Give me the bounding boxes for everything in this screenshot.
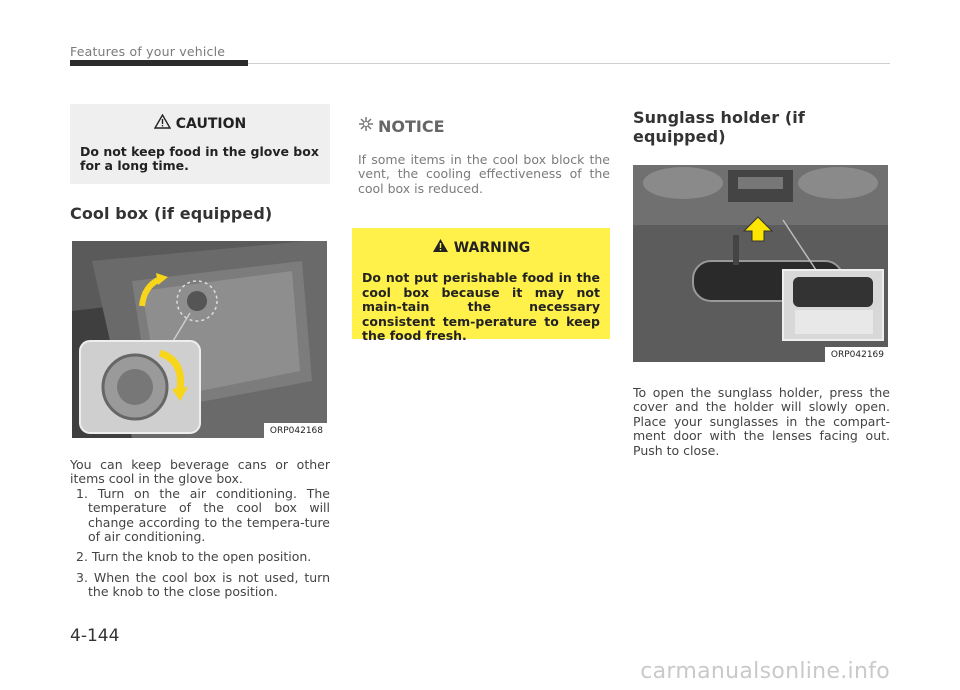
- caution-heading: [80, 114, 320, 133]
- page-number: 4-144: [70, 626, 120, 646]
- warning-text: Do not put perishable food in the cool box because it may not main-tain the necessary consistent tem-perature to keep the food fresh.: [362, 270, 600, 344]
- list-item: 2. Turn the knob to the open position.: [76, 549, 312, 565]
- list-item: 1. Turn on the air conditioning. The temperature of the cool box will change according to the tempera-ture of air conditioning.: [76, 485, 330, 545]
- header-bar: [70, 60, 248, 66]
- right-column: [633, 104, 890, 458]
- middle-column: [358, 104, 610, 344]
- header-rule: [248, 63, 890, 64]
- caution-triangle-icon: [154, 114, 171, 133]
- warning-heading: [362, 238, 600, 257]
- notice-text: If some items in the cool box block the vent, the cooling effectiveness of the cool box is reduced.: [358, 152, 610, 196]
- image-code-label: ORP042169: [825, 347, 888, 362]
- caution-box: [70, 104, 330, 184]
- list-item: 3. When the cool box is not used, turn the knob to the close position.: [76, 569, 330, 600]
- notice-asterisk-icon: [358, 116, 374, 136]
- notice-title: NOTICE: [378, 116, 445, 136]
- caution-text: Do not keep food in the glove box for a long time.: [80, 144, 319, 173]
- cool-box-photo: [72, 241, 327, 438]
- sunglass-holder-heading: Sunglass holder (if equipped): [633, 108, 805, 146]
- warning-box: [352, 228, 610, 344]
- notice-heading: [358, 116, 610, 136]
- cool-box-steps: [70, 487, 330, 600]
- sunglass-holder-text: To open the sunglass holder, press the cover and the holder will slowly open. Place your sunglasses in the compart-ment door with the lenses facing out. Push to close.: [633, 385, 890, 458]
- left-column: [70, 104, 330, 600]
- cool-box-heading: Cool box (if equipped): [70, 204, 273, 223]
- warning-triangle-icon: [432, 238, 449, 257]
- section-header: Features of your vehicle: [70, 44, 226, 59]
- image-code-label: ORP042168: [264, 423, 327, 438]
- warning-title: WARNING: [453, 239, 531, 256]
- caution-title: CAUTION: [175, 115, 247, 132]
- watermark: carmanualsonline.info: [640, 659, 890, 684]
- sunglass-holder-photo: [633, 165, 888, 362]
- cool-box-intro: You can keep beverage cans or other items cool in the glove box.: [70, 457, 330, 487]
